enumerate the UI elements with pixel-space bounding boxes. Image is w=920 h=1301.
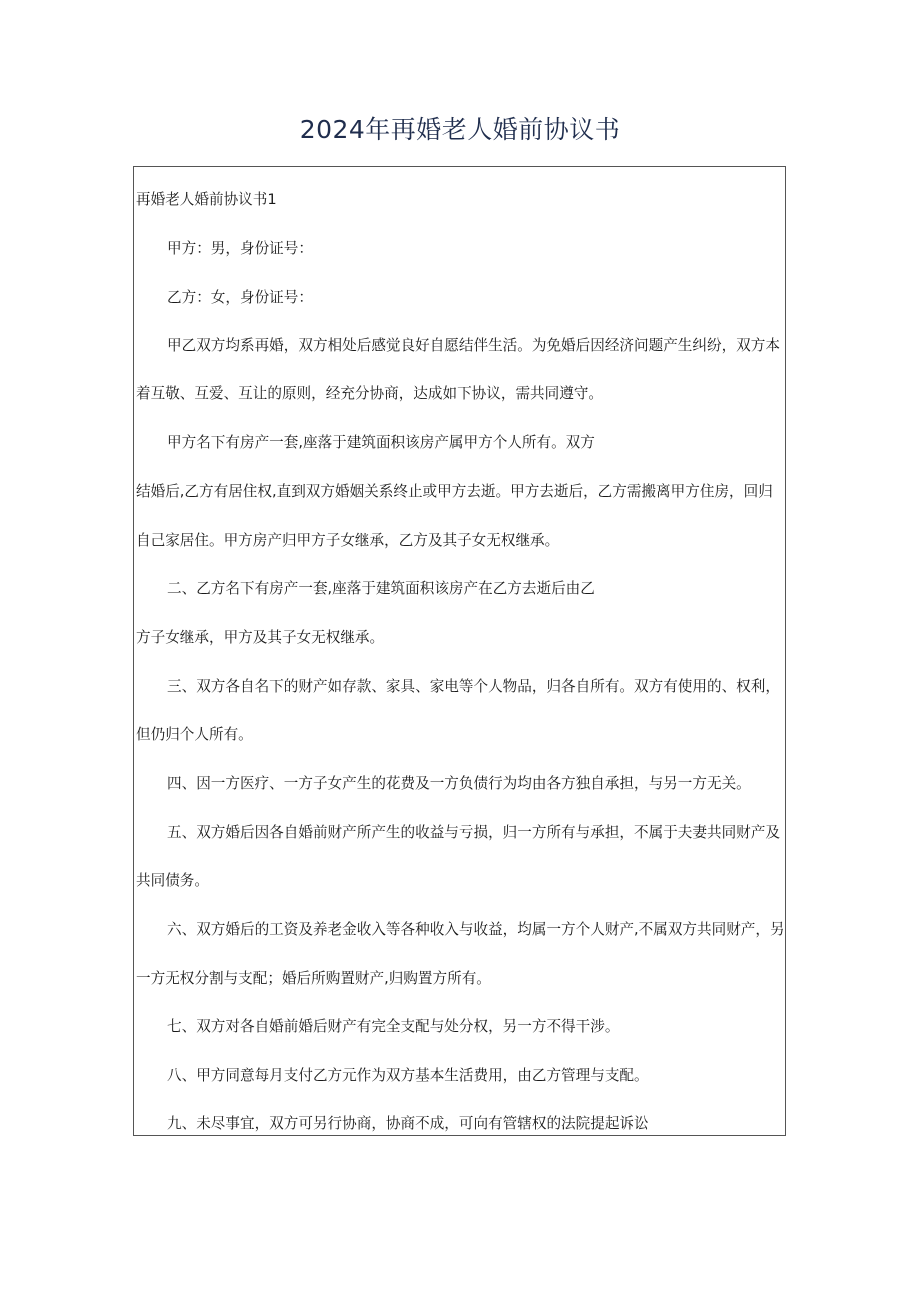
clause-6-line-2: 一方无权分割与支配；婚后所购置财产,归购置方所有。 xyxy=(136,970,491,987)
party-b-line: 乙方：女，身份证号： xyxy=(167,289,313,306)
party-a-line: 甲方：男，身份证号： xyxy=(167,240,313,257)
clause-3-line-2: 但仍归个人所有。 xyxy=(136,726,253,743)
clause-9-line-1: 九、未尽事宜，双方可另行协商，协商不成，可向有管辖权的法院提起诉讼 xyxy=(167,1115,649,1132)
clause-7-line-1: 七、双方对各自婚前婚后财产有完全支配与处分权，另一方不得干涉。 xyxy=(167,1018,620,1035)
preamble-line-2: 着互敬、互爱、互让的原则，经充分协商，达成如下协议，需共同遵守。 xyxy=(136,385,604,402)
clause-5-line-2: 共同债务。 xyxy=(136,872,209,889)
clause-2-line-2: 方子女继承，甲方及其子女无权继承。 xyxy=(136,629,385,646)
clause-8-line-1: 八、甲方同意每月支付乙方元作为双方基本生活费用，由乙方管理与支配。 xyxy=(167,1067,649,1084)
clause-5-line-1: 五、双方婚后因各自婚前财产所产生的收益与亏损，归一方所有与承担，不属于夫妻共同财产及 xyxy=(167,824,780,841)
preamble-line-1: 甲乙双方均系再婚，双方相处后感觉良好自愿结伴生活。为免婚后因经济问题产生纠纷，双方本 xyxy=(167,337,780,354)
clause-1-line-3: 自己家居住。甲方房产归甲方子女继承，乙方及其子女无权继承。 xyxy=(136,532,560,549)
clause-3-line-1: 三、双方各自名下的财产如存款、家具、家电等个人物品，归各自所有。双方有使用的、权利， xyxy=(167,678,780,695)
clause-1-line-1: 甲方名下有房产一套,座落于建筑面积该房产属甲方个人所有。双方 xyxy=(167,434,595,451)
agreement-content-box xyxy=(133,166,786,1136)
section-heading: 再婚老人婚前协议书1 xyxy=(136,191,277,208)
clause-2-line-1: 二、乙方名下有房产一套,座落于建筑面积该房产在乙方去逝后由乙 xyxy=(167,580,595,597)
document-title: 2024年再婚老人婚前协议书 xyxy=(299,115,621,144)
clause-6-line-1: 六、双方婚后的工资及养老金收入等各种收入与收益，均属一方个人财产,不属双方共同财产，另 xyxy=(167,921,785,938)
clause-4-line-1: 四、因一方医疗、一方子女产生的花费及一方负债行为均由各方独自承担，与另一方无关。 xyxy=(167,775,751,792)
clause-1-line-2: 结婚后,乙方有居住权,直到双方婚姻关系终止或甲方去逝。甲方去逝后，乙方需搬离甲方住房，回归 xyxy=(136,483,773,500)
